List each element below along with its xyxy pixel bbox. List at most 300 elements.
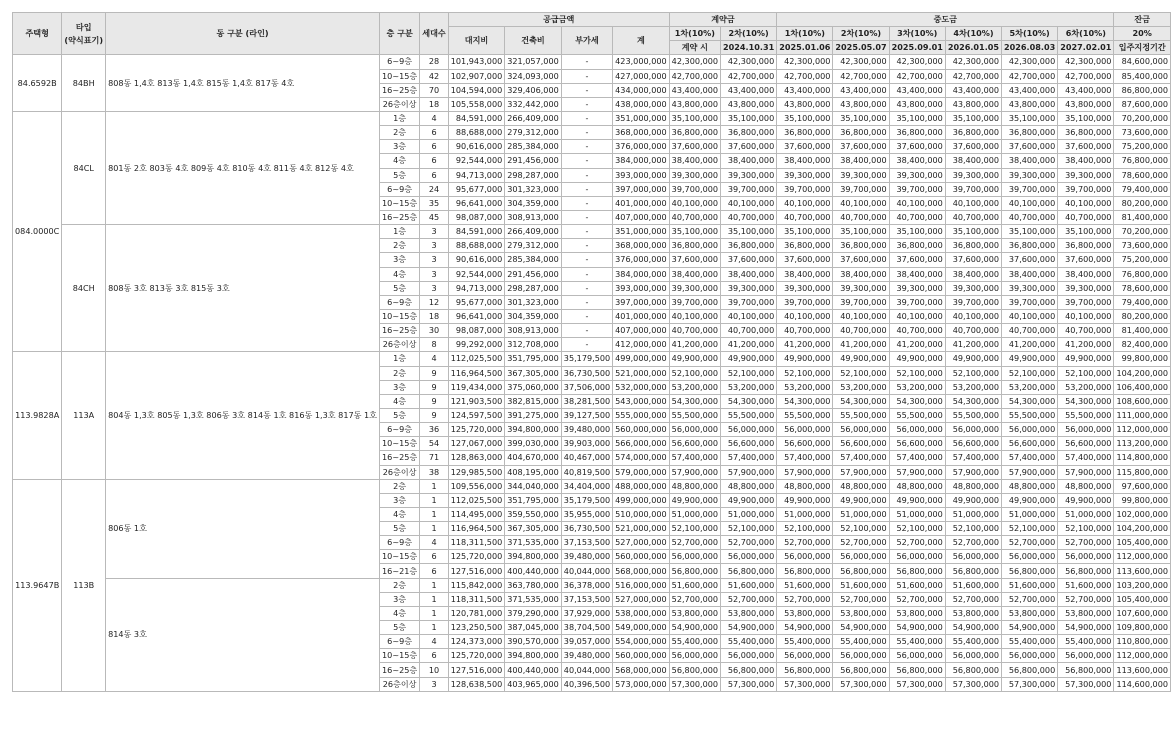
middle-3-cell: 52,700,000 xyxy=(889,592,945,606)
building-cell: 279,312,000 xyxy=(505,126,562,140)
floor-cell: 10~15층 xyxy=(379,309,419,323)
middle-2-cell: 37,600,000 xyxy=(833,140,889,154)
households-cell: 10 xyxy=(420,663,448,677)
floor-cell: 1층 xyxy=(379,111,419,125)
contract-1-cell: 40,700,000 xyxy=(669,210,720,224)
housing-type-cell: 084.0000C xyxy=(13,111,62,351)
table-row xyxy=(13,225,1171,239)
middle-6-cell: 35,100,000 xyxy=(1058,225,1114,239)
contract-1-cell: 55,400,000 xyxy=(669,635,720,649)
vat-cell: 36,378,000 xyxy=(561,578,612,592)
total-cell: 521,000,000 xyxy=(613,366,670,380)
households-cell: 18 xyxy=(420,97,448,111)
balance-cell: 81,400,000 xyxy=(1114,210,1171,224)
floor-cell: 26층이상 xyxy=(379,97,419,111)
building-cell: 301,323,000 xyxy=(505,295,562,309)
middle-4-cell: 52,700,000 xyxy=(945,592,1001,606)
middle-3-cell: 52,100,000 xyxy=(889,522,945,536)
households-cell: 9 xyxy=(420,408,448,422)
middle-6-cell: 39,300,000 xyxy=(1058,281,1114,295)
middle-2-cell: 40,700,000 xyxy=(833,324,889,338)
households-cell: 9 xyxy=(420,380,448,394)
total-cell: 401,000,000 xyxy=(613,196,670,210)
households-cell: 6 xyxy=(420,140,448,154)
table-row xyxy=(13,578,1171,592)
land-cell: 88,688,000 xyxy=(448,126,505,140)
balance-cell: 109,800,000 xyxy=(1114,621,1171,635)
middle-4-cell: 39,700,000 xyxy=(945,295,1001,309)
middle-1-cell: 43,800,000 xyxy=(777,97,833,111)
contract-1-cell: 38,400,000 xyxy=(669,154,720,168)
middle-5-cell: 35,100,000 xyxy=(1002,111,1058,125)
building-line-cell: 806동 1호 xyxy=(106,479,380,578)
middle-2-cell: 53,800,000 xyxy=(833,606,889,620)
middle-3-cell: 57,400,000 xyxy=(889,451,945,465)
middle-6-cell: 49,900,000 xyxy=(1058,493,1114,507)
floor-cell: 10~15층 xyxy=(379,69,419,83)
middle-2-cell: 35,100,000 xyxy=(833,111,889,125)
middle-3-cell: 56,800,000 xyxy=(889,663,945,677)
vat-cell: - xyxy=(561,97,612,111)
households-cell: 1 xyxy=(420,621,448,635)
floor-cell: 26층이상 xyxy=(379,465,419,479)
vat-cell: 39,057,000 xyxy=(561,635,612,649)
contract-2-cell: 52,100,000 xyxy=(721,522,777,536)
balance-cell: 104,200,000 xyxy=(1114,522,1171,536)
balance-cell: 80,200,000 xyxy=(1114,309,1171,323)
middle-2-cell: 49,900,000 xyxy=(833,352,889,366)
middle-6-cell: 39,700,000 xyxy=(1058,295,1114,309)
middle-3-cell: 39,700,000 xyxy=(889,295,945,309)
middle-2-cell: 40,100,000 xyxy=(833,309,889,323)
middle-4-cell: 41,200,000 xyxy=(945,338,1001,352)
households-cell: 38 xyxy=(420,465,448,479)
middle-6-cell: 39,300,000 xyxy=(1058,168,1114,182)
header-middle-payment: 중도금 xyxy=(777,13,1114,27)
contract-2-cell: 52,100,000 xyxy=(721,366,777,380)
households-cell: 1 xyxy=(420,592,448,606)
middle-2-cell: 53,200,000 xyxy=(833,380,889,394)
middle-4-cell: 51,000,000 xyxy=(945,507,1001,521)
header-middle-5: 5차(10%) xyxy=(1002,27,1058,41)
land-cell: 94,713,000 xyxy=(448,281,505,295)
middle-4-cell: 42,300,000 xyxy=(945,55,1001,69)
contract-2-cell: 49,900,000 xyxy=(721,493,777,507)
middle-6-cell: 54,300,000 xyxy=(1058,394,1114,408)
middle-6-cell: 36,800,000 xyxy=(1058,239,1114,253)
middle-5-cell: 57,900,000 xyxy=(1002,465,1058,479)
middle-4-cell: 57,400,000 xyxy=(945,451,1001,465)
land-cell: 96,641,000 xyxy=(448,309,505,323)
vat-cell: 40,044,000 xyxy=(561,663,612,677)
middle-1-cell: 39,300,000 xyxy=(777,168,833,182)
vat-cell: 36,730,500 xyxy=(561,366,612,380)
contract-2-cell: 55,500,000 xyxy=(721,408,777,422)
total-cell: 434,000,000 xyxy=(613,83,670,97)
total-cell: 407,000,000 xyxy=(613,324,670,338)
header-contract-1: 1차(10%) xyxy=(669,27,720,41)
total-cell: 393,000,000 xyxy=(613,168,670,182)
land-cell: 118,311,500 xyxy=(448,592,505,606)
type-cell: 84CL xyxy=(62,111,106,224)
middle-1-cell: 41,200,000 xyxy=(777,338,833,352)
middle-5-cell: 54,300,000 xyxy=(1002,394,1058,408)
contract-1-cell: 56,000,000 xyxy=(669,649,720,663)
building-cell: 394,800,000 xyxy=(505,649,562,663)
total-cell: 568,000,000 xyxy=(613,663,670,677)
building-cell: 301,323,000 xyxy=(505,182,562,196)
land-cell: 95,677,000 xyxy=(448,295,505,309)
middle-1-cell: 40,100,000 xyxy=(777,309,833,323)
building-cell: 308,913,000 xyxy=(505,210,562,224)
middle-4-cell: 40,700,000 xyxy=(945,210,1001,224)
contract-1-cell: 52,100,000 xyxy=(669,366,720,380)
floor-cell: 2층 xyxy=(379,366,419,380)
balance-cell: 114,600,000 xyxy=(1114,677,1171,691)
header-middle-3: 3차(10%) xyxy=(889,27,945,41)
households-cell: 3 xyxy=(420,239,448,253)
balance-cell: 99,800,000 xyxy=(1114,493,1171,507)
vat-cell: 40,044,000 xyxy=(561,564,612,578)
land-cell: 96,641,000 xyxy=(448,196,505,210)
middle-2-cell: 39,300,000 xyxy=(833,168,889,182)
contract-2-cell: 36,800,000 xyxy=(721,239,777,253)
land-cell: 88,688,000 xyxy=(448,239,505,253)
land-cell: 109,556,000 xyxy=(448,479,505,493)
land-cell: 125,720,000 xyxy=(448,423,505,437)
contract-2-cell: 36,800,000 xyxy=(721,126,777,140)
floor-cell: 2층 xyxy=(379,126,419,140)
contract-1-cell: 40,100,000 xyxy=(669,309,720,323)
middle-6-cell: 55,400,000 xyxy=(1058,635,1114,649)
middle-6-cell: 56,000,000 xyxy=(1058,649,1114,663)
middle-4-cell: 40,100,000 xyxy=(945,196,1001,210)
middle-5-cell: 49,900,000 xyxy=(1002,493,1058,507)
contract-2-cell: 37,600,000 xyxy=(721,253,777,267)
total-cell: 560,000,000 xyxy=(613,649,670,663)
land-cell: 92,544,000 xyxy=(448,154,505,168)
contract-1-cell: 56,600,000 xyxy=(669,437,720,451)
floor-cell: 2층 xyxy=(379,239,419,253)
total-cell: 423,000,000 xyxy=(613,55,670,69)
header-building: 건축비 xyxy=(505,27,562,55)
total-cell: 499,000,000 xyxy=(613,493,670,507)
land-cell: 129,985,500 xyxy=(448,465,505,479)
contract-1-cell: 56,000,000 xyxy=(669,550,720,564)
middle-5-cell: 36,800,000 xyxy=(1002,126,1058,140)
balance-cell: 79,400,000 xyxy=(1114,182,1171,196)
households-cell: 3 xyxy=(420,281,448,295)
vat-cell: - xyxy=(561,111,612,125)
middle-4-cell: 55,500,000 xyxy=(945,408,1001,422)
contract-1-cell: 41,200,000 xyxy=(669,338,720,352)
middle-5-cell: 40,700,000 xyxy=(1002,210,1058,224)
building-cell: 390,570,000 xyxy=(505,635,562,649)
middle-1-cell: 39,700,000 xyxy=(777,182,833,196)
balance-cell: 111,000,000 xyxy=(1114,408,1171,422)
middle-5-cell: 37,600,000 xyxy=(1002,140,1058,154)
middle-4-cell: 56,000,000 xyxy=(945,550,1001,564)
households-cell: 70 xyxy=(420,83,448,97)
middle-6-cell: 40,700,000 xyxy=(1058,210,1114,224)
balance-cell: 75,200,000 xyxy=(1114,253,1171,267)
middle-2-cell: 51,000,000 xyxy=(833,507,889,521)
floor-cell: 3층 xyxy=(379,140,419,154)
middle-5-cell: 56,000,000 xyxy=(1002,423,1058,437)
households-cell: 6 xyxy=(420,154,448,168)
building-cell: 308,913,000 xyxy=(505,324,562,338)
middle-2-cell: 38,400,000 xyxy=(833,267,889,281)
households-cell: 3 xyxy=(420,677,448,691)
middle-6-cell: 42,300,000 xyxy=(1058,55,1114,69)
contract-2-cell: 49,900,000 xyxy=(721,352,777,366)
building-cell: 359,550,000 xyxy=(505,507,562,521)
land-cell: 124,597,500 xyxy=(448,408,505,422)
balance-cell: 110,800,000 xyxy=(1114,635,1171,649)
middle-3-cell: 56,000,000 xyxy=(889,550,945,564)
middle-1-cell: 56,600,000 xyxy=(777,437,833,451)
contract-1-cell: 35,100,000 xyxy=(669,225,720,239)
floor-cell: 6~9층 xyxy=(379,55,419,69)
balance-cell: 81,400,000 xyxy=(1114,324,1171,338)
contract-1-cell: 35,100,000 xyxy=(669,111,720,125)
middle-4-cell: 52,100,000 xyxy=(945,522,1001,536)
households-cell: 6 xyxy=(420,564,448,578)
contract-2-cell: 39,300,000 xyxy=(721,168,777,182)
middle-3-cell: 57,300,000 xyxy=(889,677,945,691)
contract-2-cell: 43,800,000 xyxy=(721,97,777,111)
middle-2-cell: 37,600,000 xyxy=(833,253,889,267)
land-cell: 90,616,000 xyxy=(448,253,505,267)
middle-5-cell: 43,800,000 xyxy=(1002,97,1058,111)
middle-1-cell: 56,000,000 xyxy=(777,550,833,564)
contract-2-cell: 39,700,000 xyxy=(721,182,777,196)
total-cell: 527,000,000 xyxy=(613,536,670,550)
middle-4-cell: 53,800,000 xyxy=(945,606,1001,620)
middle-3-cell: 39,300,000 xyxy=(889,168,945,182)
middle-4-cell: 43,800,000 xyxy=(945,97,1001,111)
floor-cell: 16~25층 xyxy=(379,210,419,224)
header-middle-6-date: 2027.02.01 xyxy=(1058,41,1114,55)
land-cell: 127,516,000 xyxy=(448,564,505,578)
balance-cell: 113,600,000 xyxy=(1114,564,1171,578)
vat-cell: 37,153,500 xyxy=(561,536,612,550)
floor-cell: 16~25층 xyxy=(379,83,419,97)
middle-2-cell: 57,900,000 xyxy=(833,465,889,479)
middle-3-cell: 49,900,000 xyxy=(889,493,945,507)
contract-1-cell: 37,600,000 xyxy=(669,253,720,267)
middle-2-cell: 52,700,000 xyxy=(833,536,889,550)
building-cell: 391,275,000 xyxy=(505,408,562,422)
middle-1-cell: 36,800,000 xyxy=(777,239,833,253)
middle-3-cell: 56,600,000 xyxy=(889,437,945,451)
header-middle-6: 6차(10%) xyxy=(1058,27,1114,41)
contract-1-cell: 40,100,000 xyxy=(669,196,720,210)
vat-cell: 37,153,500 xyxy=(561,592,612,606)
balance-cell: 113,600,000 xyxy=(1114,663,1171,677)
floor-cell: 3층 xyxy=(379,592,419,606)
middle-3-cell: 52,100,000 xyxy=(889,366,945,380)
balance-cell: 99,800,000 xyxy=(1114,352,1171,366)
households-cell: 1 xyxy=(420,479,448,493)
floor-cell: 10~15층 xyxy=(379,550,419,564)
middle-1-cell: 43,400,000 xyxy=(777,83,833,97)
middle-3-cell: 54,900,000 xyxy=(889,621,945,635)
table-row xyxy=(13,55,1171,69)
land-cell: 94,713,000 xyxy=(448,168,505,182)
type-cell: 84BH xyxy=(62,55,106,112)
total-cell: 368,000,000 xyxy=(613,239,670,253)
middle-4-cell: 40,700,000 xyxy=(945,324,1001,338)
middle-5-cell: 40,100,000 xyxy=(1002,309,1058,323)
contract-1-cell: 55,500,000 xyxy=(669,408,720,422)
vat-cell: 40,396,500 xyxy=(561,677,612,691)
building-cell: 382,815,000 xyxy=(505,394,562,408)
header-contract: 계약금 xyxy=(669,13,777,27)
total-cell: 376,000,000 xyxy=(613,253,670,267)
middle-2-cell: 56,000,000 xyxy=(833,423,889,437)
middle-5-cell: 57,300,000 xyxy=(1002,677,1058,691)
middle-6-cell: 55,500,000 xyxy=(1058,408,1114,422)
middle-4-cell: 55,400,000 xyxy=(945,635,1001,649)
contract-1-cell: 42,700,000 xyxy=(669,69,720,83)
floor-cell: 1층 xyxy=(379,352,419,366)
contract-1-cell: 54,300,000 xyxy=(669,394,720,408)
floor-cell: 5층 xyxy=(379,522,419,536)
total-cell: 384,000,000 xyxy=(613,267,670,281)
middle-1-cell: 55,400,000 xyxy=(777,635,833,649)
total-cell: 573,000,000 xyxy=(613,677,670,691)
contract-1-cell: 38,400,000 xyxy=(669,267,720,281)
middle-4-cell: 52,700,000 xyxy=(945,536,1001,550)
land-cell: 105,558,000 xyxy=(448,97,505,111)
price-table-container xyxy=(12,12,1171,692)
middle-1-cell: 40,700,000 xyxy=(777,324,833,338)
middle-4-cell: 56,600,000 xyxy=(945,437,1001,451)
middle-5-cell: 48,800,000 xyxy=(1002,479,1058,493)
land-cell: 118,311,500 xyxy=(448,536,505,550)
middle-4-cell: 35,100,000 xyxy=(945,225,1001,239)
total-cell: 579,000,000 xyxy=(613,465,670,479)
middle-6-cell: 42,700,000 xyxy=(1058,69,1114,83)
balance-cell: 85,400,000 xyxy=(1114,69,1171,83)
middle-4-cell: 52,100,000 xyxy=(945,366,1001,380)
vat-cell: - xyxy=(561,210,612,224)
middle-5-cell: 39,700,000 xyxy=(1002,295,1058,309)
middle-6-cell: 38,400,000 xyxy=(1058,154,1114,168)
header-total: 계 xyxy=(613,27,670,55)
middle-1-cell: 53,200,000 xyxy=(777,380,833,394)
households-cell: 71 xyxy=(420,451,448,465)
floor-cell: 2층 xyxy=(379,578,419,592)
building-cell: 371,535,000 xyxy=(505,592,562,606)
balance-cell: 70,200,000 xyxy=(1114,111,1171,125)
contract-2-cell: 35,100,000 xyxy=(721,225,777,239)
middle-1-cell: 51,600,000 xyxy=(777,578,833,592)
middle-2-cell: 48,800,000 xyxy=(833,479,889,493)
middle-2-cell: 42,300,000 xyxy=(833,55,889,69)
vat-cell: 38,281,500 xyxy=(561,394,612,408)
middle-4-cell: 57,900,000 xyxy=(945,465,1001,479)
vat-cell: - xyxy=(561,182,612,196)
middle-6-cell: 53,200,000 xyxy=(1058,380,1114,394)
building-cell: 363,780,000 xyxy=(505,578,562,592)
households-cell: 1 xyxy=(420,507,448,521)
vat-cell: - xyxy=(561,281,612,295)
total-cell: 554,000,000 xyxy=(613,635,670,649)
middle-4-cell: 35,100,000 xyxy=(945,111,1001,125)
middle-4-cell: 53,200,000 xyxy=(945,380,1001,394)
total-cell: 568,000,000 xyxy=(613,564,670,578)
land-cell: 102,907,000 xyxy=(448,69,505,83)
land-cell: 121,903,500 xyxy=(448,394,505,408)
floor-cell: 4층 xyxy=(379,394,419,408)
middle-2-cell: 56,600,000 xyxy=(833,437,889,451)
middle-6-cell: 56,000,000 xyxy=(1058,550,1114,564)
floor-cell: 4층 xyxy=(379,267,419,281)
balance-cell: 113,200,000 xyxy=(1114,437,1171,451)
middle-4-cell: 36,800,000 xyxy=(945,239,1001,253)
middle-3-cell: 39,300,000 xyxy=(889,281,945,295)
total-cell: 543,000,000 xyxy=(613,394,670,408)
table-header xyxy=(13,13,1171,55)
building-cell: 266,409,000 xyxy=(505,225,562,239)
middle-6-cell: 52,100,000 xyxy=(1058,522,1114,536)
building-cell: 408,195,000 xyxy=(505,465,562,479)
middle-1-cell: 40,700,000 xyxy=(777,210,833,224)
middle-3-cell: 36,800,000 xyxy=(889,239,945,253)
contract-1-cell: 39,300,000 xyxy=(669,168,720,182)
middle-1-cell: 42,700,000 xyxy=(777,69,833,83)
building-cell: 279,312,000 xyxy=(505,239,562,253)
middle-5-cell: 56,800,000 xyxy=(1002,663,1058,677)
header-contract-2-date: 2024.10.31 xyxy=(721,41,777,55)
contract-1-cell: 42,300,000 xyxy=(669,55,720,69)
middle-6-cell: 40,100,000 xyxy=(1058,196,1114,210)
contract-1-cell: 57,300,000 xyxy=(669,677,720,691)
balance-cell: 70,200,000 xyxy=(1114,225,1171,239)
households-cell: 6 xyxy=(420,168,448,182)
middle-6-cell: 49,900,000 xyxy=(1058,352,1114,366)
total-cell: 521,000,000 xyxy=(613,522,670,536)
households-cell: 4 xyxy=(420,635,448,649)
vat-cell: 39,480,000 xyxy=(561,550,612,564)
balance-cell: 114,800,000 xyxy=(1114,451,1171,465)
middle-2-cell: 56,000,000 xyxy=(833,550,889,564)
type-cell: 84CH xyxy=(62,225,106,352)
households-cell: 12 xyxy=(420,295,448,309)
contract-2-cell: 40,100,000 xyxy=(721,196,777,210)
middle-1-cell: 57,300,000 xyxy=(777,677,833,691)
header-vat: 부가세 xyxy=(561,27,612,55)
middle-5-cell: 56,000,000 xyxy=(1002,550,1058,564)
vat-cell: 37,929,000 xyxy=(561,606,612,620)
floor-cell: 26층이상 xyxy=(379,338,419,352)
building-cell: 298,287,000 xyxy=(505,281,562,295)
middle-4-cell: 43,400,000 xyxy=(945,83,1001,97)
contract-1-cell: 49,900,000 xyxy=(669,352,720,366)
middle-3-cell: 42,300,000 xyxy=(889,55,945,69)
contract-2-cell: 53,200,000 xyxy=(721,380,777,394)
households-cell: 24 xyxy=(420,182,448,196)
contract-1-cell: 51,600,000 xyxy=(669,578,720,592)
middle-5-cell: 52,100,000 xyxy=(1002,366,1058,380)
middle-2-cell: 57,300,000 xyxy=(833,677,889,691)
contract-1-cell: 36,800,000 xyxy=(669,126,720,140)
middle-3-cell: 57,900,000 xyxy=(889,465,945,479)
balance-cell: 79,400,000 xyxy=(1114,295,1171,309)
building-line-cell: 804동 1,3호 805동 1,3호 806동 3호 814동 1호 816동 1,3호 817동 1호 xyxy=(106,352,380,479)
